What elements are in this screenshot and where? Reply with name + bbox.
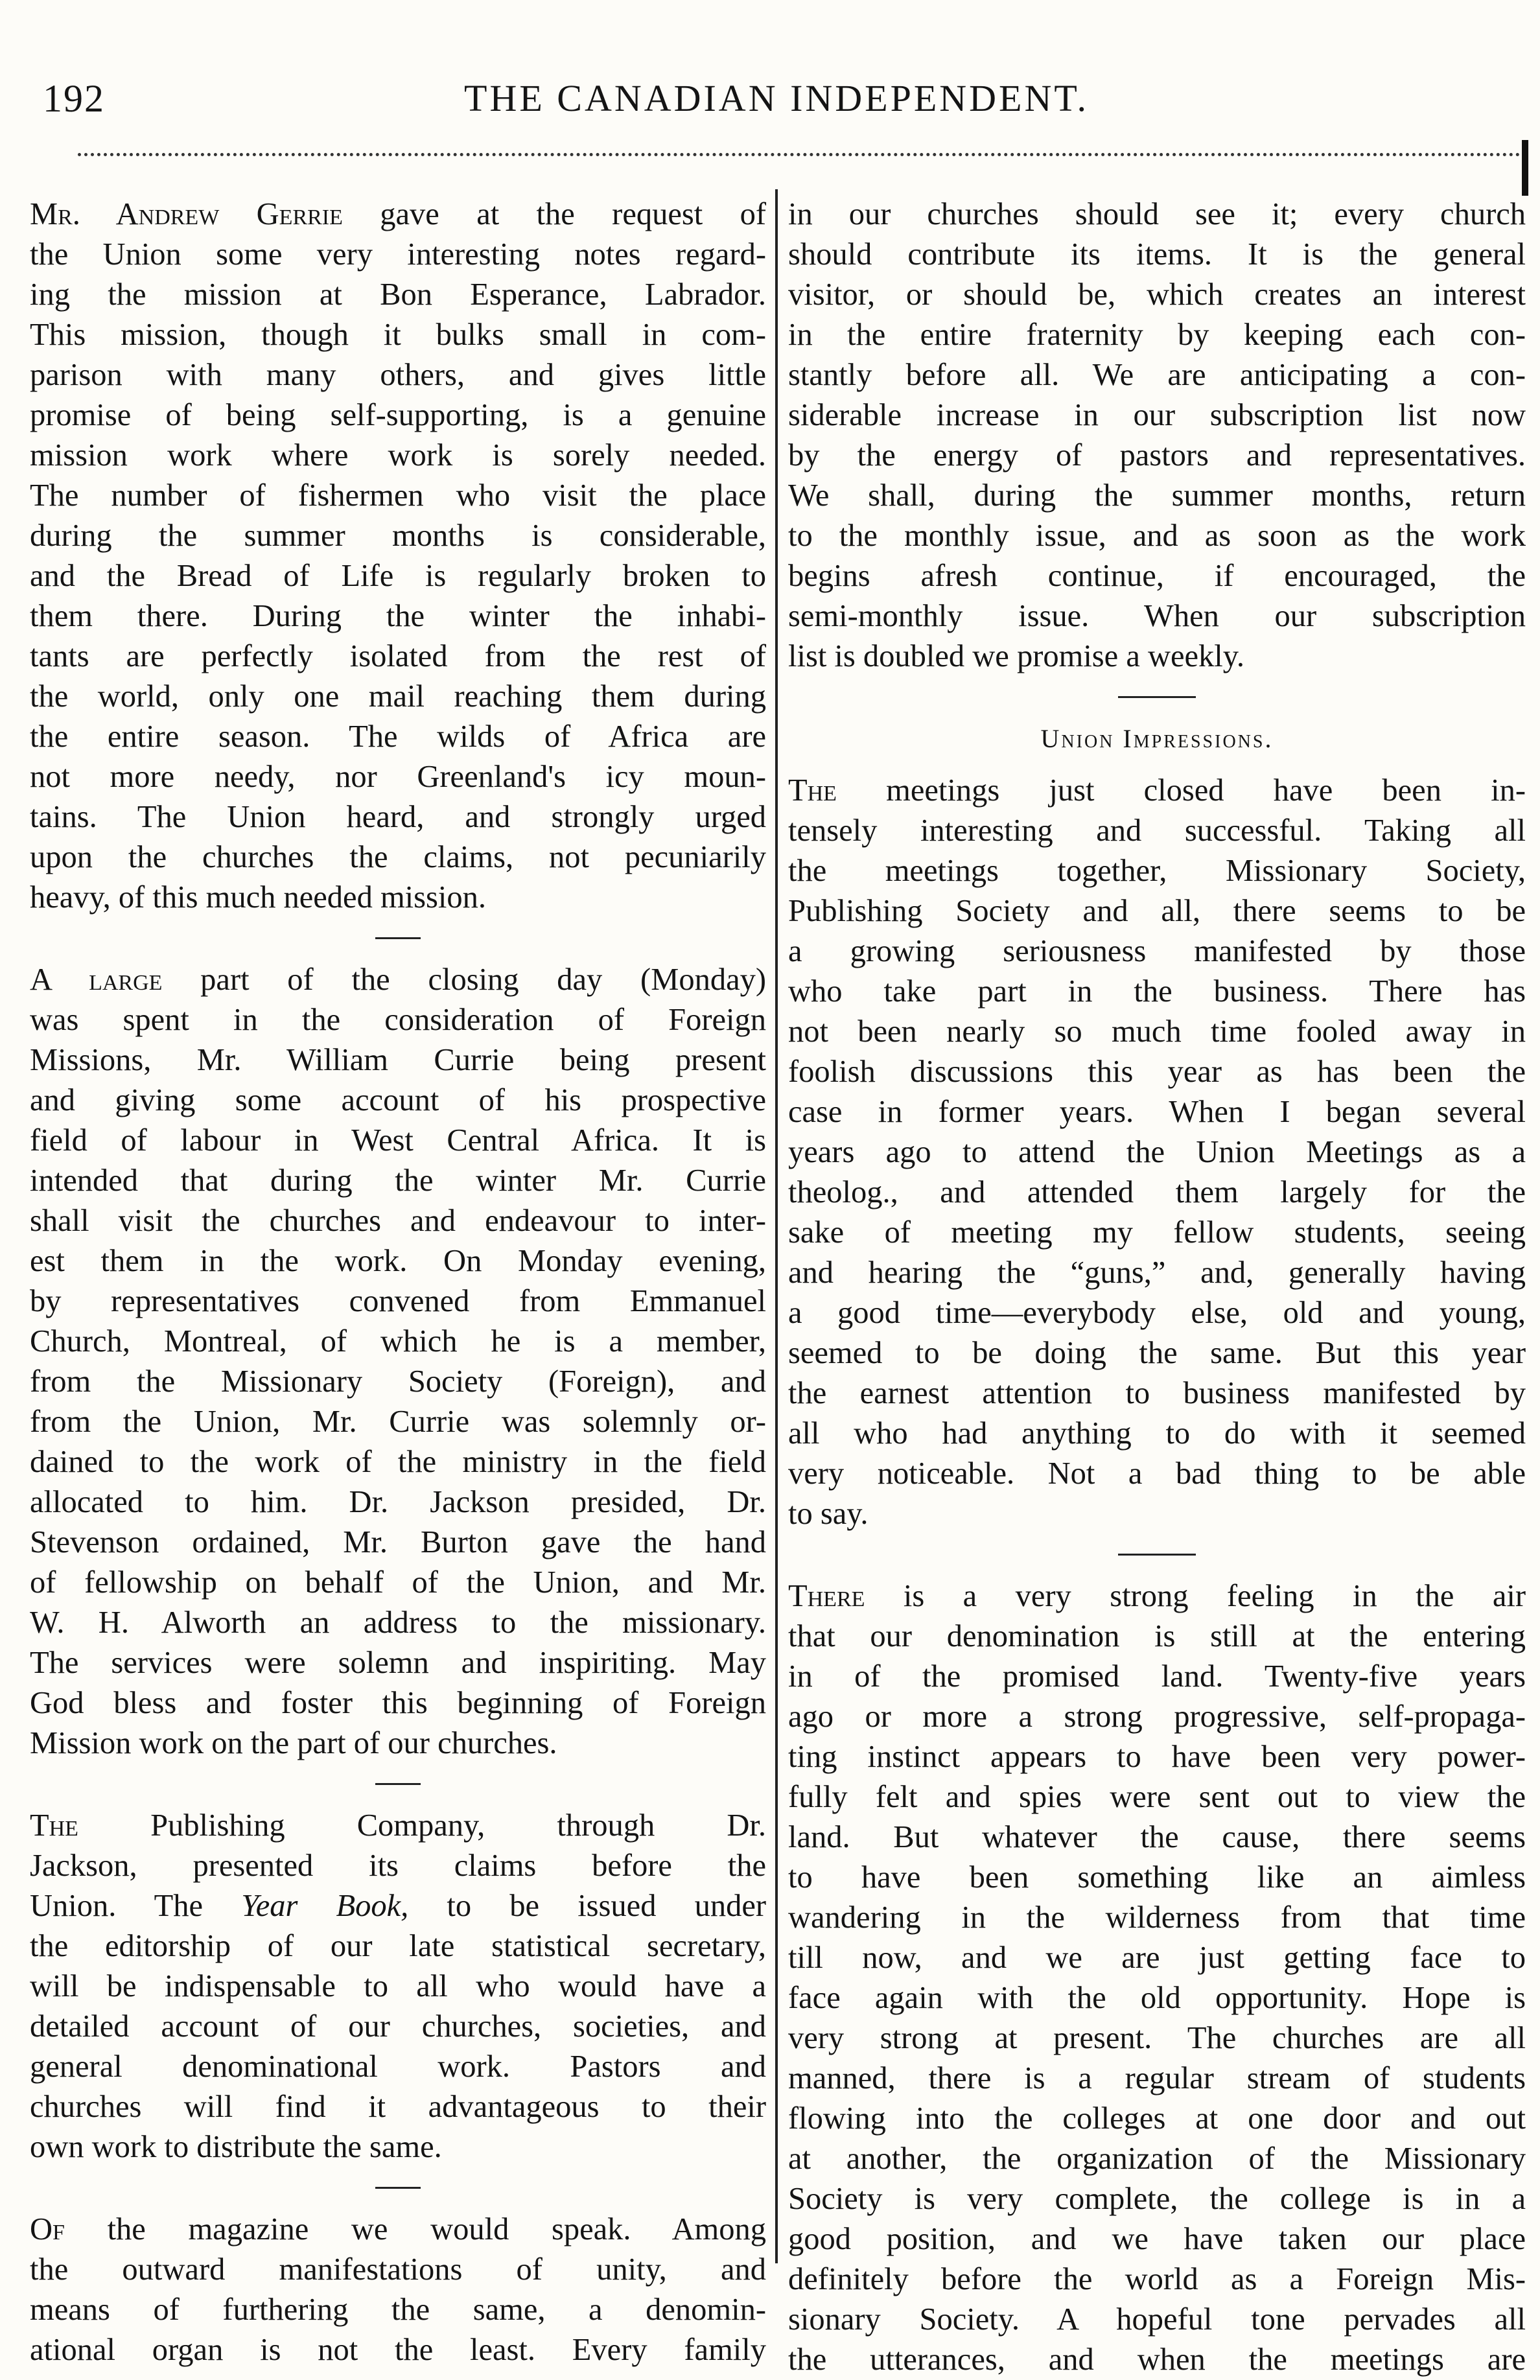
- text-line: [788, 931, 1526, 972]
- right-column: [788, 194, 1526, 2380]
- text-line: [788, 2099, 1526, 2139]
- text-run: visitor, or should be, which creates an interest: [788, 277, 1526, 312]
- text-line: [788, 355, 1526, 395]
- text-run: and the Bread of Life is regularly broken to: [30, 559, 766, 593]
- text-line: [30, 1442, 766, 1482]
- text-line: [788, 1092, 1526, 1132]
- text-run: very noticeable. Not a bad thing to be able: [788, 1456, 1526, 1491]
- text-run: The services were solemn and inspiriting. May: [30, 1646, 766, 1680]
- text-run: siderable increase in our subscription list now: [788, 398, 1526, 432]
- text-run: gave at the request of: [342, 197, 766, 231]
- text-run: the Union some very interesting notes regard-: [30, 237, 766, 272]
- text-line: [30, 194, 766, 235]
- text-run: the magazine we would speak. Among: [64, 2212, 766, 2246]
- text-line: [30, 395, 766, 436]
- text-line: [30, 797, 766, 837]
- text-run: the utterances, and when the meetings are: [788, 2342, 1526, 2377]
- text-run: to say.: [788, 1497, 869, 1531]
- text-line: [788, 1052, 1526, 1092]
- text-line: [788, 1697, 1526, 1737]
- paragraph-gerrie: [30, 194, 766, 918]
- paragraph-union-meetings: [788, 771, 1526, 1534]
- text-run: detailed account of our churches, societies, and: [30, 2009, 766, 2044]
- lead-in: A large: [30, 962, 163, 997]
- page-edge-mark: [1522, 140, 1528, 196]
- text-run: begins afresh continue, if encouraged, the: [788, 559, 1526, 593]
- paragraph-denomination: [788, 1576, 1526, 2380]
- left-column: [30, 194, 766, 2370]
- text-run: Stevenson ordained, Mr. Burton gave the hand: [30, 1525, 766, 1559]
- text-run: sionary Society. A hopeful tone pervades all: [788, 2302, 1526, 2337]
- text-line: [788, 275, 1526, 315]
- text-run: upon the churches the claims, not pecuniarily: [30, 840, 766, 874]
- lead-in: There: [788, 1579, 865, 1613]
- text-line: [788, 1858, 1526, 1898]
- text-line: [788, 596, 1526, 636]
- page-number: 192: [43, 77, 105, 120]
- text-line: [788, 1172, 1526, 1213]
- text-line: [30, 1603, 766, 1643]
- text-run: years ago to attend the Union Meetings as a: [788, 1135, 1526, 1169]
- text-run: ting instinct appears to have been very power-: [788, 1740, 1526, 1774]
- text-line: [30, 1723, 766, 1764]
- text-line: [30, 1482, 766, 1522]
- lead-in: The: [788, 773, 837, 808]
- text-line: [788, 1253, 1526, 1293]
- text-run: to the monthly issue, and as soon as the work: [788, 519, 1526, 553]
- text-run: allocated to him. Dr. Jackson presided, Dr.: [30, 1485, 766, 1519]
- text-run: very strong at present. The churches are all: [788, 2021, 1526, 2055]
- text-line: [30, 1926, 766, 1966]
- text-line: [788, 851, 1526, 891]
- text-run: ago or more a strong progressive, self-propaga-: [788, 1699, 1526, 1734]
- separator-rule: [375, 937, 421, 939]
- text-line: [30, 1683, 766, 1723]
- column-divider: [775, 189, 778, 2263]
- text-line: [30, 1000, 766, 1040]
- text-line: [788, 1657, 1526, 1697]
- lead-in: Mr. Andrew Gerrie: [30, 197, 343, 231]
- text-run: list is doubled we promise a weekly.: [788, 639, 1245, 673]
- text-line: [30, 516, 766, 556]
- text-line: [30, 2290, 766, 2330]
- text-line: [788, 1616, 1526, 1657]
- text-line: [30, 717, 766, 757]
- text-run: all who had anything to do with it seemed: [788, 1416, 1526, 1451]
- text-line: [30, 1121, 766, 1161]
- text-run: them there. During the winter the inhabi-: [30, 599, 766, 633]
- text-run: land. But whatever the cause, there seems: [788, 1820, 1526, 1854]
- text-line: [788, 1777, 1526, 1817]
- text-run: to have been something like an aimless: [788, 1860, 1526, 1895]
- text-run: and hearing the “guns,” and, generally having: [788, 1255, 1526, 1290]
- text-line: [30, 275, 766, 315]
- text-line: [30, 1241, 766, 1281]
- italic-title: Year Book,: [241, 1889, 409, 1923]
- separator-rule: [1118, 1554, 1196, 1556]
- text-run: was spent in the consideration of Foreign: [30, 1003, 766, 1037]
- text-run: not been nearly so much time fooled away in: [788, 1014, 1526, 1049]
- text-line: [30, 235, 766, 275]
- text-run: tensely interesting and successful. Taking all: [788, 813, 1526, 848]
- text-line: [30, 960, 766, 1000]
- text-run: in the entire fraternity by keeping each con-: [788, 318, 1526, 352]
- paragraph-magazine: [30, 2210, 766, 2370]
- text-run: definitely before the world as a Foreign Mis-: [788, 2262, 1526, 2296]
- text-line: [788, 1576, 1526, 1616]
- text-run: fully felt and spies were sent out to view the: [788, 1780, 1526, 1814]
- text-line: [788, 2059, 1526, 2099]
- text-line: [788, 2300, 1526, 2340]
- text-run: promise of being self-supporting, is a genuine: [30, 398, 766, 432]
- text-line: [30, 2127, 766, 2167]
- lead-in: Of: [30, 2212, 65, 2246]
- separator-rule: [375, 2187, 421, 2189]
- text-line: [30, 1040, 766, 1080]
- text-line: [30, 677, 766, 717]
- text-line: [788, 1414, 1526, 1454]
- text-run: Jackson, presented its claims before the: [30, 1849, 766, 1883]
- text-run: to be issued under: [408, 1889, 767, 1923]
- text-line: [30, 436, 766, 476]
- text-line: [788, 315, 1526, 355]
- paragraph-publishing-company: [30, 1806, 766, 2167]
- text-line: [788, 2139, 1526, 2179]
- text-run: the outward manifestations of unity, and: [30, 2252, 766, 2287]
- text-line: [30, 596, 766, 636]
- text-line: [788, 1293, 1526, 1333]
- text-line: [30, 556, 766, 596]
- text-line: [788, 1373, 1526, 1414]
- text-run: should contribute its items. It is the general: [788, 237, 1526, 272]
- text-line: [30, 2210, 766, 2250]
- text-line: [788, 2179, 1526, 2219]
- text-line: [788, 636, 1526, 677]
- text-run: face again with the old opportunity. Hope is: [788, 1981, 1526, 2015]
- text-run: Mission work on the part of our churches.: [30, 1726, 557, 1760]
- text-run: a growing seriousness manifested by those: [788, 934, 1526, 968]
- text-run: semi-monthly issue. When our subscription: [788, 599, 1526, 633]
- text-run: sake of meeting my fellow students, seeing: [788, 1215, 1526, 1250]
- text-run: Publishing Company, through Dr.: [78, 1808, 766, 1843]
- text-run: parison with many others, and gives little: [30, 358, 766, 392]
- text-line: [788, 235, 1526, 275]
- text-line: [30, 1402, 766, 1442]
- text-run: foolish discussions this year as has been the: [788, 1055, 1526, 1089]
- text-line: [788, 556, 1526, 596]
- text-line: [30, 1522, 766, 1563]
- text-run: Church, Montreal, of which he is a member,: [30, 1324, 766, 1359]
- text-line: [30, 1966, 766, 2007]
- text-line: [30, 1201, 766, 1241]
- text-run: This mission, though it bulks small in com-: [30, 318, 766, 352]
- text-line: [30, 1806, 766, 1846]
- text-line: [30, 1080, 766, 1121]
- section-heading: Union Impressions.: [1040, 724, 1274, 753]
- text-line: [788, 811, 1526, 851]
- text-line: [30, 355, 766, 395]
- separator-rule: [375, 1783, 421, 1785]
- text-line: [788, 1817, 1526, 1858]
- text-run: The number of fishermen who visit the place: [30, 478, 766, 513]
- text-line: [30, 1281, 766, 1322]
- text-run: shall visit the churches and endeavour to inter-: [30, 1204, 766, 1238]
- text-run: ational organ is not the least. Every family: [30, 2333, 766, 2367]
- text-run: manned, there is a regular stream of students: [788, 2061, 1526, 2095]
- text-run: the meetings together, Missionary Society,: [788, 854, 1526, 888]
- lead-in: The: [30, 1808, 78, 1843]
- text-run: during the summer months is considerable,: [30, 519, 766, 553]
- text-line: [788, 476, 1526, 516]
- text-run: in our churches should see it; every church: [788, 197, 1526, 231]
- text-run: that our denomination is still at the entering: [788, 1619, 1526, 1653]
- text-line: [788, 1132, 1526, 1172]
- text-run: W. H. Alworth an address to the missionary.: [30, 1605, 766, 1640]
- text-run: of fellowship on behalf of the Union, and Mr.: [30, 1565, 766, 1600]
- page-header: [26, 76, 1527, 135]
- text-line: [30, 636, 766, 677]
- text-run: own work to distribute the same.: [30, 2130, 442, 2164]
- text-line: [788, 972, 1526, 1012]
- text-line: [788, 2259, 1526, 2300]
- text-line: [30, 2007, 766, 2047]
- text-run: intended that during the winter Mr. Currie: [30, 1163, 766, 1198]
- text-run: tants are perfectly isolated from the rest of: [30, 639, 766, 673]
- text-run: at another, the organization of the Missionary: [788, 2141, 1526, 2176]
- text-run: Publishing Society and all, there seems to be: [788, 894, 1526, 928]
- text-line: [788, 891, 1526, 931]
- text-run: till now, and we are just getting face to: [788, 1941, 1526, 1975]
- text-run: God bless and foster this beginning of Foreign: [30, 1686, 766, 1720]
- text-line: [788, 1454, 1526, 1494]
- text-run: ing the mission at Bon Esperance, Labrador.: [30, 277, 766, 312]
- text-run: wandering in the wilderness from that time: [788, 1900, 1526, 1935]
- text-run: Union. The: [30, 1889, 242, 1923]
- text-line: [788, 1494, 1526, 1534]
- text-line: [30, 1563, 766, 1603]
- text-run: from the Missionary Society (Foreign), and: [30, 1364, 766, 1399]
- paragraph-foreign-missions: [30, 960, 766, 1764]
- text-run: Missions, Mr. William Currie being present: [30, 1043, 766, 1077]
- text-run: is a very strong feeling in the air: [865, 1579, 1526, 1613]
- text-run: not more needy, nor Greenland's icy moun-: [30, 760, 766, 794]
- text-run: heavy, of this much needed mission.: [30, 880, 487, 915]
- text-run: part of the closing day (Monday): [162, 962, 767, 997]
- text-line: [788, 436, 1526, 476]
- text-line: [788, 1978, 1526, 2018]
- text-line: [30, 2250, 766, 2290]
- text-line: [788, 516, 1526, 556]
- text-line: [30, 837, 766, 878]
- paragraph-magazine-continued: [788, 194, 1526, 677]
- text-run: who take part in the business. There has: [788, 974, 1526, 1009]
- text-line: [30, 1643, 766, 1683]
- text-line: [788, 194, 1526, 235]
- text-run: Society is very complete, the college is in a: [788, 2182, 1526, 2216]
- text-line: [30, 757, 766, 797]
- text-line: [788, 1737, 1526, 1777]
- text-run: est them in the work. On Monday evening,: [30, 1244, 766, 1278]
- text-line: [30, 1362, 766, 1402]
- text-line: [788, 1938, 1526, 1978]
- text-run: good position, and we have taken our place: [788, 2222, 1526, 2256]
- text-run: from the Union, Mr. Currie was solemnly or-: [30, 1405, 766, 1439]
- text-run: meetings just closed have been in-: [836, 773, 1526, 808]
- text-line: [30, 2330, 766, 2370]
- text-run: the entire season. The wilds of Africa are: [30, 719, 766, 754]
- text-line: [30, 1322, 766, 1362]
- text-line: [788, 1333, 1526, 1373]
- text-run: in of the promised land. Twenty-five years: [788, 1659, 1526, 1694]
- text-run: a good time—everybody else, old and young,: [788, 1296, 1526, 1330]
- text-line: [788, 2340, 1526, 2380]
- text-run: stantly before all. We are anticipating a con-: [788, 358, 1526, 392]
- text-run: the world, only one mail reaching them during: [30, 679, 766, 714]
- text-line: [788, 2018, 1526, 2059]
- text-run: dained to the work of the ministry in the field: [30, 1445, 766, 1479]
- text-line: [30, 2087, 766, 2127]
- text-run: by representatives convened from Emmanuel: [30, 1284, 766, 1318]
- text-run: mission work where work is sorely needed.: [30, 438, 766, 472]
- text-line: [788, 1213, 1526, 1253]
- text-line: [788, 1012, 1526, 1052]
- text-line: [30, 315, 766, 355]
- text-run: churches will find it advantageous to their: [30, 2090, 766, 2124]
- text-run: will be indispensable to all who would have a: [30, 1969, 766, 2003]
- text-run: general denominational work. Pastors and: [30, 2049, 766, 2084]
- text-run: case in former years. When I began several: [788, 1095, 1526, 1129]
- text-line: [30, 1846, 766, 1886]
- text-run: tains. The Union heard, and strongly urged: [30, 800, 766, 834]
- text-line: [788, 395, 1526, 436]
- text-line: [30, 476, 766, 516]
- text-line: [30, 878, 766, 918]
- text-run: means of furthering the same, a denomin-: [30, 2292, 766, 2327]
- text-line: [30, 2047, 766, 2087]
- text-run: seemed to be doing the same. But this year: [788, 1336, 1526, 1370]
- separator-rule: [1118, 696, 1196, 698]
- text-line: [788, 771, 1526, 811]
- text-line: [30, 1886, 766, 1926]
- text-line: [788, 1898, 1526, 1938]
- text-run: We shall, during the summer months, return: [788, 478, 1526, 513]
- text-run: by the energy of pastors and representatives.: [788, 438, 1526, 472]
- text-run: field of labour in West Central Africa. It is: [30, 1123, 766, 1158]
- header-rule: [78, 153, 1527, 156]
- text-run: theolog., and attended them largely for the: [788, 1175, 1526, 1209]
- running-head: THE CANADIAN INDEPENDENT.: [464, 77, 1089, 119]
- text-run: flowing into the colleges at one door and out: [788, 2101, 1526, 2136]
- text-run: the editorship of our late statistical secretary,: [30, 1929, 766, 1963]
- text-run: and giving some account of his prospective: [30, 1083, 766, 1117]
- text-line: [30, 1161, 766, 1201]
- text-line: [788, 2219, 1526, 2259]
- text-run: the earnest attention to business manifested by: [788, 1376, 1526, 1410]
